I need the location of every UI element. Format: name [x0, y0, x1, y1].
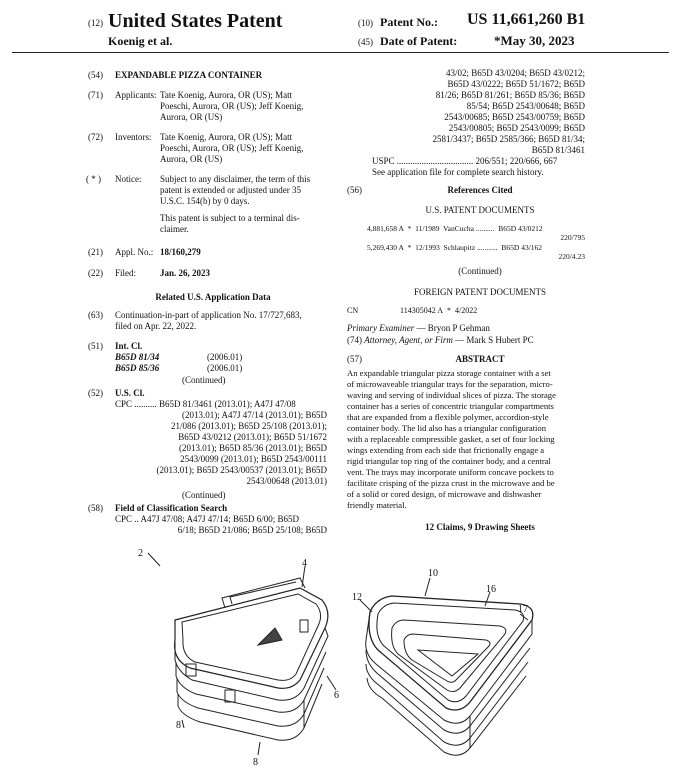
inventors-label: Inventors: — [115, 132, 152, 142]
abstract-line: vent. The trays may incorporate uniform concave pockets to — [347, 467, 554, 477]
foreign-heading: FOREIGN PATENT DOCUMENTS — [413, 287, 547, 297]
continuation-line: filed on Apr. 22, 2022. — [115, 321, 197, 331]
filed-label: Filed: — [115, 268, 137, 278]
abstract-line: container body. The lid also has a triangular configuration — [347, 423, 547, 433]
filed-date: Jan. 26, 2023 — [160, 268, 211, 278]
attorney-name: — Mark S Hubert PC — [455, 335, 534, 345]
class-line: B65D 43/0222; B65D 51/1672; B65D — [447, 79, 585, 89]
terminal-line: claimer. — [160, 224, 189, 234]
class-line: 43/02; B65D 43/0204; B65D 43/0212; — [445, 68, 585, 78]
inventors-line: Aurora, OR (US) — [160, 154, 223, 164]
abstract-line: of microwaveable triangular trays for the separation, micro- — [347, 379, 553, 389]
code-51: (51) — [88, 341, 103, 351]
appl-label: Appl. No.: — [115, 247, 154, 257]
ref-label-2: 2 — [138, 548, 143, 559]
notice-line: Subject to any disclaimer, the term of this — [160, 174, 311, 184]
doc-class: B65D 43/0212 — [498, 224, 543, 233]
class-line: 81/26; B65D 81/261; B65D 85/36; B65D — [435, 90, 585, 100]
patent-number: US 11,661,260 B1 — [467, 11, 586, 28]
abstract-line: wings extending from each side that frictionally engage a — [347, 445, 545, 455]
code-52: (52) — [88, 388, 103, 398]
ref-label-8b: 8 — [253, 757, 258, 768]
class-line: 2543/00805; B65D 2543/0099; B65D — [448, 123, 585, 133]
examiner-label: Primary Examiner — [347, 323, 415, 333]
refs-heading: References Cited — [447, 185, 513, 195]
foreign-date: 4/2022 — [455, 306, 478, 315]
doc-name: Schlaupitz ........... — [443, 243, 498, 252]
foreign-country: CN — [347, 306, 359, 315]
abstract-line: waving and serving of individual slices of pizza. The storage — [347, 390, 556, 400]
abstract-line: friendly material. — [347, 500, 407, 510]
field-line: CPC .. A47J 47/08; A47J 47/14; B65D 6/00; B65D — [115, 514, 300, 524]
cpc-line: CPC .......... B65D 81/3461 (2013.01); A47J 47/08 — [115, 399, 296, 409]
class-line: 2581/3437; B65D 2585/366; B65D 81/34; — [432, 134, 585, 144]
doc-class: B65D 43/162 — [501, 243, 543, 252]
abstract-line: that are expanded from a flexible polymer, accordion-style — [347, 412, 549, 422]
abstract-line: An expandable triangular pizza storage container with a set — [347, 368, 551, 378]
cpc-line: 2543/0099 (2013.01); B65D 2543/00111 — [180, 454, 327, 464]
doc-name: VanCucha .......... — [443, 224, 495, 233]
abstract-heading: ABSTRACT — [455, 354, 505, 364]
header-code-45: (45) — [358, 37, 373, 47]
class-line: B65D 81/3461 — [531, 145, 585, 155]
abstract-line: facilitate crisping of the pizza crust in the microwave and be — [347, 478, 555, 488]
cpc-line: (2013.01); B65D 2543/00537 (2013.01); B65D — [156, 465, 327, 475]
invention-title: EXPANDABLE PIZZA CONTAINER — [115, 70, 263, 80]
doc-date: 12/1993 — [415, 243, 440, 252]
inventor-short: Koenig et al. — [108, 34, 173, 48]
claims-summary: 12 Claims, 9 Drawing Sheets — [425, 522, 535, 532]
attorney-label: Attorney, Agent, or Firm — [364, 335, 453, 345]
related-heading: Related U.S. Application Data — [155, 292, 271, 302]
code-notice: ( * ) — [86, 174, 101, 184]
applicants-label: Applicants: — [115, 90, 157, 100]
inventors-line: Tate Koenig, Aurora, OR (US); Matt — [160, 132, 293, 142]
refs-continued: (Continued) — [458, 266, 502, 276]
notice-line: patent is extended or adjusted under 35 — [160, 185, 301, 195]
doc-star: * — [407, 224, 412, 233]
doc-star: * — [407, 243, 412, 252]
terminal-line: This patent is subject to a terminal dis- — [160, 213, 300, 223]
code-72: (72) — [88, 132, 103, 142]
applicants-line: Tate Koenig, Aurora, OR (US); Matt — [160, 90, 293, 100]
ref-label-12: 12 — [352, 592, 362, 603]
code-63: (63) — [88, 310, 103, 320]
ref-label-10: 10 — [428, 568, 438, 579]
uscl-label: U.S. Cl. — [115, 388, 145, 398]
open-container-figure — [360, 578, 533, 755]
examiner-name: — Bryon P Gehman — [416, 323, 490, 333]
code-22: (22) — [88, 268, 103, 278]
field-line: 6/18; B65D 21/086; B65D 25/108; B65D — [177, 525, 327, 535]
class-line: 85/54; B65D 2543/00648; B65D — [466, 101, 585, 111]
date-label: Date of Patent: — [380, 34, 458, 48]
intcl-class-1: B65D 81/34 — [115, 352, 160, 362]
intcl-year-1: (2006.01) — [207, 352, 243, 362]
cpc-line: (2013.01); B65D 85/36 (2013.01); B65D — [179, 443, 327, 453]
cpc-line: 21/086 (2013.01); B65D 25/108 (2013.01); — [171, 421, 327, 431]
code-74: (74) — [347, 335, 362, 345]
applicants-line: Aurora, OR (US) — [160, 112, 223, 122]
continued-1: (Continued) — [182, 375, 226, 385]
doc-date: 11/1989 — [415, 224, 440, 233]
ref-label-8a: 8 — [176, 720, 181, 731]
header-code-10: (10) — [358, 18, 373, 28]
continuation-line: Continuation-in-part of application No. 17/727,683, — [115, 310, 302, 320]
code-71: (71) — [88, 90, 103, 100]
us-docs-heading: U.S. PATENT DOCUMENTS — [425, 205, 535, 215]
abstract-line: rigid triangular top ring of the container body, and a central — [347, 456, 551, 466]
code-56: (56) — [347, 185, 362, 195]
inventors-line: Poeschi, Aurora, OR (US); Jeff Koenig, — [160, 143, 304, 153]
intcl-label: Int. Cl. — [115, 341, 143, 351]
appl-number: 18/160,279 — [160, 247, 201, 257]
abstract-line: of a solid or cored design, of microwave and dishwasher — [347, 489, 542, 499]
applicants-line: Poeschi, Aurora, OR (US); Jeff Koenig, — [160, 101, 304, 111]
ref-label-16: 16 — [486, 584, 496, 595]
doc-number: 4,881,658 A — [367, 224, 404, 233]
see-application: See application file for complete search history. — [372, 167, 544, 177]
abstract-line: container has a series of concentric triangular compartments — [347, 401, 554, 411]
notice-line: U.S.C. 154(b) by 0 days. — [160, 196, 250, 206]
uspc-line: USPC .................................. 206/551; 220/666, 667 — [372, 156, 558, 166]
notice-label: Notice: — [115, 174, 142, 184]
doc-number: 5,269,430 A — [367, 243, 404, 252]
ref-label-6: 6 — [334, 690, 339, 701]
foreign-star: * — [447, 306, 452, 315]
header-code-12: (12) — [88, 18, 103, 28]
cpc-line: B65D 43/0212 (2013.01); B65D 51/1672 — [178, 432, 327, 442]
class-line: 2543/00685; B65D 2543/00759; B65D — [444, 112, 585, 122]
code-21: (21) — [88, 247, 103, 257]
field-label: Field of Classification Search — [115, 503, 228, 513]
us-doc-sub-2: 220/4.23 — [558, 252, 585, 261]
intcl-class-2: B65D 85/36 — [115, 363, 160, 373]
continued-2: (Continued) — [182, 490, 226, 500]
ref-label-17: 17 — [518, 604, 528, 615]
cpc-line: 2543/00648 (2013.01) — [246, 476, 327, 486]
code-54: (54) — [88, 70, 103, 80]
code-57: (57) — [347, 354, 362, 364]
intcl-year-2: (2006.01) — [207, 363, 243, 373]
ref-label-4: 4 — [302, 558, 307, 569]
abstract-line: with a replaceable compressible gasket, a set of four locking — [347, 434, 555, 444]
patent-date: *May 30, 2023 — [494, 33, 575, 48]
patent-no-label: Patent No.: — [380, 15, 438, 29]
code-58: (58) — [88, 503, 103, 513]
us-doc-sub-1: 220/795 — [560, 233, 585, 242]
patent-title-header: United States Patent — [108, 10, 283, 32]
foreign-number: 114305042 A — [400, 306, 444, 315]
cpc-line: (2013.01); A47J 47/14 (2013.01); B65D — [182, 410, 327, 420]
